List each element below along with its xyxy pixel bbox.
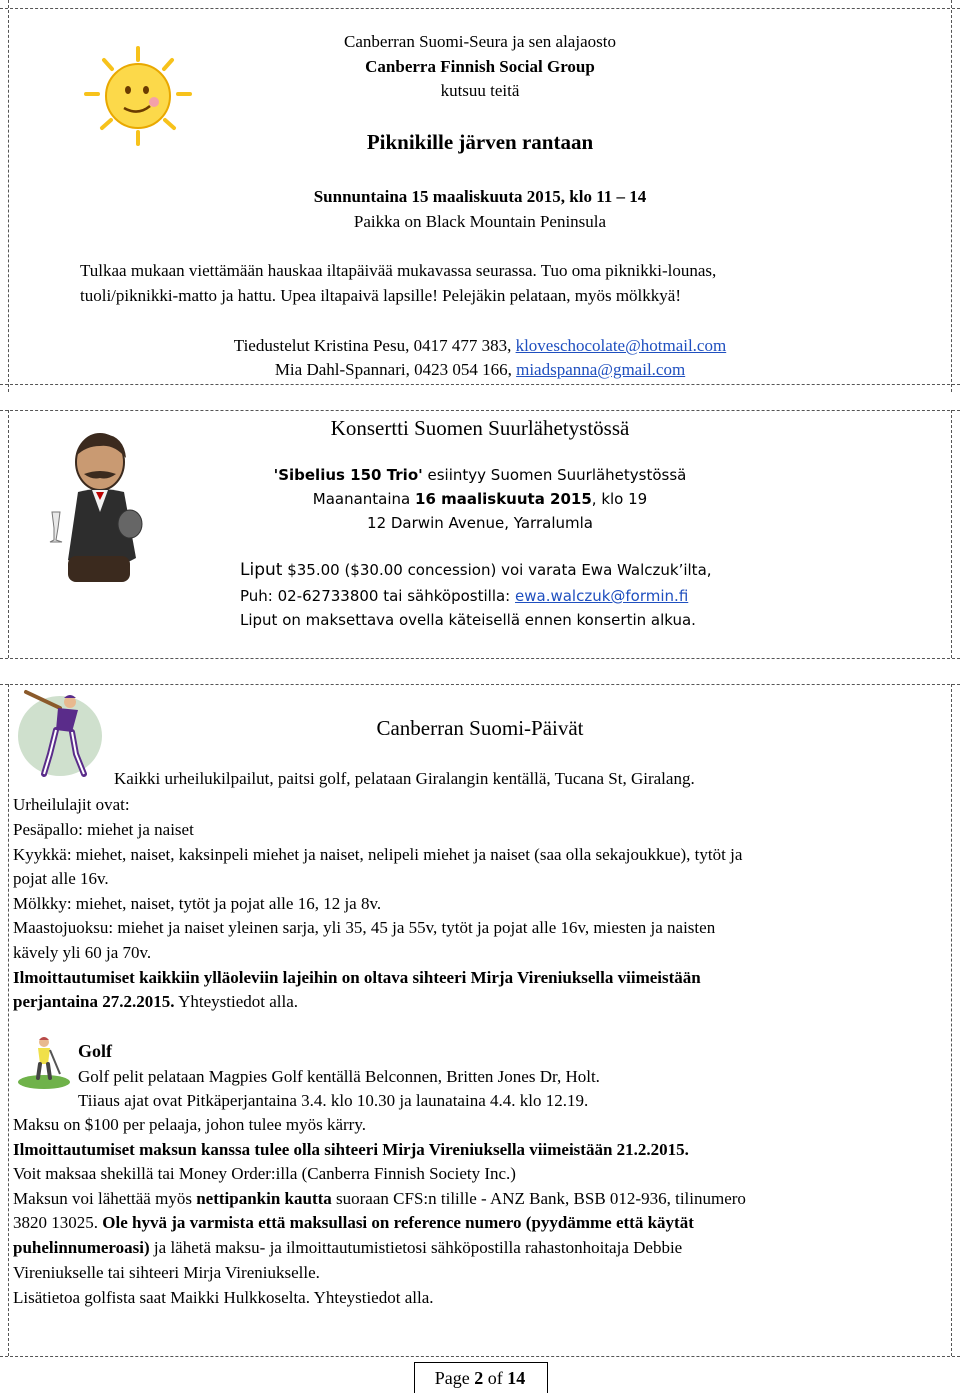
concert-line1 — [0, 466, 960, 484]
concert-phone — [240, 587, 688, 605]
golf-reference-note: Ole hyvä ja varmista että maksullasi on reference numero (pyydämme että käytät — [102, 1213, 694, 1232]
golf-line5: Voit maksaa shekillä tai Money Order:illa (Canberra Finnish Society Inc.) — [13, 1164, 516, 1183]
picnic-body-line1: Tulkaa mukaan viettämään hauskaa iltapäivää mukavassa seurassa. Tuo oma piknikki-lounas, — [80, 261, 717, 280]
days-line4: pojat alle 16v. — [13, 869, 109, 888]
golf-line6 — [13, 1189, 746, 1209]
golf-line10: Lisätietoa golfista saat Maikki Hulkkoselta. Yhteystiedot alla. — [13, 1288, 434, 1307]
picnic-date: Sunnuntaina 15 maaliskuuta 2015, klo 11 – 14 — [313, 187, 647, 206]
days-line2: Pesäpallo: miehet ja naiset — [13, 820, 194, 839]
golf-line9: Vireniukselle tai sihteeri Mirja Vireniukselle. — [13, 1263, 320, 1282]
days-line1: Urheilulajit ovat: — [13, 795, 130, 814]
concert-line2 — [0, 490, 960, 508]
picnic-place: Paikka on Black Mountain Peninsula — [353, 212, 607, 231]
golf-line1: Golf pelit pelataan Magpies Golf kentällä Belconnen, Britten Jones Dr, Holt. — [78, 1067, 600, 1086]
concert-tickets-label: Liput — [240, 560, 283, 580]
page-number — [414, 1368, 546, 1389]
golf-phone-note: puhelinnumeroasi) — [13, 1238, 150, 1257]
concert-address: 12 Darwin Avenue, Yarralumla — [367, 514, 593, 532]
days-line8: Ilmoittautumiset kaikkiin ylläoleviin lajeihin on oltava sihteeri Mirja Vireniuksella viimeistään — [13, 968, 701, 987]
concert-email-link[interactable]: ewa.walczuk@formin.fi — [515, 587, 689, 605]
days-title: Canberran Suomi-Päivät — [376, 716, 584, 740]
concert-line1-text: esiintyy Suomen Suurlähetystössä — [422, 466, 687, 484]
golf-line8-text: ja lähetä maksu- ja ilmoittautumistietosi sähköpostilla rahastonhoitaja Debbie — [149, 1238, 683, 1257]
golf-netbank: nettipankin kautta — [196, 1189, 332, 1208]
concert-trio-name: 'Sibelius 150 Trio' — [273, 466, 423, 484]
concert-date: 16 maaliskuuta 2015 — [415, 490, 592, 508]
picnic-contact1 — [0, 336, 960, 356]
golf-line3: Maksu on $100 per pelaaja, johon tulee myös kärry. — [13, 1115, 366, 1134]
days-line5: Mölkky: miehet, naiset, tytöt ja pojat alle 16, 12 ja 8v. — [13, 894, 382, 913]
picnic-contact1-email-link[interactable]: kloveschocolate@hotmail.com — [515, 336, 727, 355]
page-label: Page — [434, 1368, 475, 1388]
concert-tickets — [240, 560, 712, 580]
golf-line8 — [13, 1238, 682, 1258]
picnic-title: Piknikille järven rantaan — [366, 130, 594, 154]
golf-line7 — [13, 1213, 694, 1233]
golf-line2: Tiiaus ajat ovat Pitkäperjantaina 3.4. klo 10.30 ja launataina 4.4. klo 12.19. — [78, 1091, 589, 1110]
golf-line6-text: Maksun voi lähettää myös — [13, 1189, 197, 1208]
concert-time: , klo 19 — [591, 490, 648, 508]
picnic-contact2-text: Mia Dahl-Spannari, 0423 054 166, — [274, 360, 517, 379]
days-line9 — [13, 992, 298, 1012]
concert-payment: Liput on maksettava ovella käteisellä ennen konsertin alkua. — [240, 611, 696, 629]
picnic-org2: Canberra Finnish Social Group — [365, 57, 595, 76]
picnic-org1: Canberran Suomi-Seura ja sen alajaosto — [344, 32, 616, 51]
concert-tickets-text: $35.00 ($30.00 concession) voi varata Ewa Walczuk’ilta, — [282, 561, 712, 579]
sibelius-caricature-icon — [44, 428, 154, 588]
concert-title: Konsertti Suomen Suurlähetystössä — [330, 416, 630, 440]
picnic-contact2 — [0, 360, 960, 380]
days-line9-text: Yhteystiedot alla. — [174, 992, 299, 1011]
days-line3: Kyykkä: miehet, naiset, kaksinpeli miehet ja naiset, nelipeli miehet ja naiset (saa olla sekajoukkue), tytöt ja — [13, 845, 743, 864]
days-line7: kävely yli 60 ja 70v. — [13, 943, 152, 962]
golfer-icon — [16, 1034, 72, 1090]
picnic-body-line2: tuoli/piknikki-matto ja hattu. Upea iltapaivä lapsille! Pelejäkin pelataan, myös mölkkyä! — [80, 286, 681, 305]
picnic-contact1-text: Tiedustelut Kristina Pesu, 0417 477 383, — [233, 336, 516, 355]
picnic-invite: kutsuu teitä — [440, 81, 520, 100]
golf-line4: Ilmoittautumiset maksun kanssa tulee olla sihteeri Mirja Vireniuksella viimeistään 21.2.2015. — [13, 1140, 689, 1159]
page-current: 2 — [474, 1368, 484, 1388]
days-deadline: perjantaina 27.2.2015. — [13, 992, 175, 1011]
picnic-contact2-email-link[interactable]: miadspanna@gmail.com — [516, 360, 686, 379]
days-line6: Maastojuoksu: miehet ja naiset yleinen sarja, yli 35, 45 ja 55v, tytöt ja pojat alle 16v, miesten ja naisten — [13, 918, 716, 937]
golf-line6-account: suoraan CFS:n tilille - ANZ Bank, BSB 012-936, tilinumero — [331, 1189, 746, 1208]
concert-phone-text: Puh: 02-62733800 tai sähköpostilla: — [240, 587, 515, 605]
days-intro: Kaikki urheilukilpailut, paitsi golf, pelataan Giralangin kentällä, Tucana St, Giralang. — [114, 769, 695, 788]
page-total: 14 — [507, 1368, 526, 1388]
golf-account-number: 3820 13025. — [13, 1213, 103, 1232]
page-of: of — [483, 1368, 508, 1388]
golf-title: Golf — [78, 1041, 112, 1061]
concert-day: Maanantaina — [312, 490, 416, 508]
